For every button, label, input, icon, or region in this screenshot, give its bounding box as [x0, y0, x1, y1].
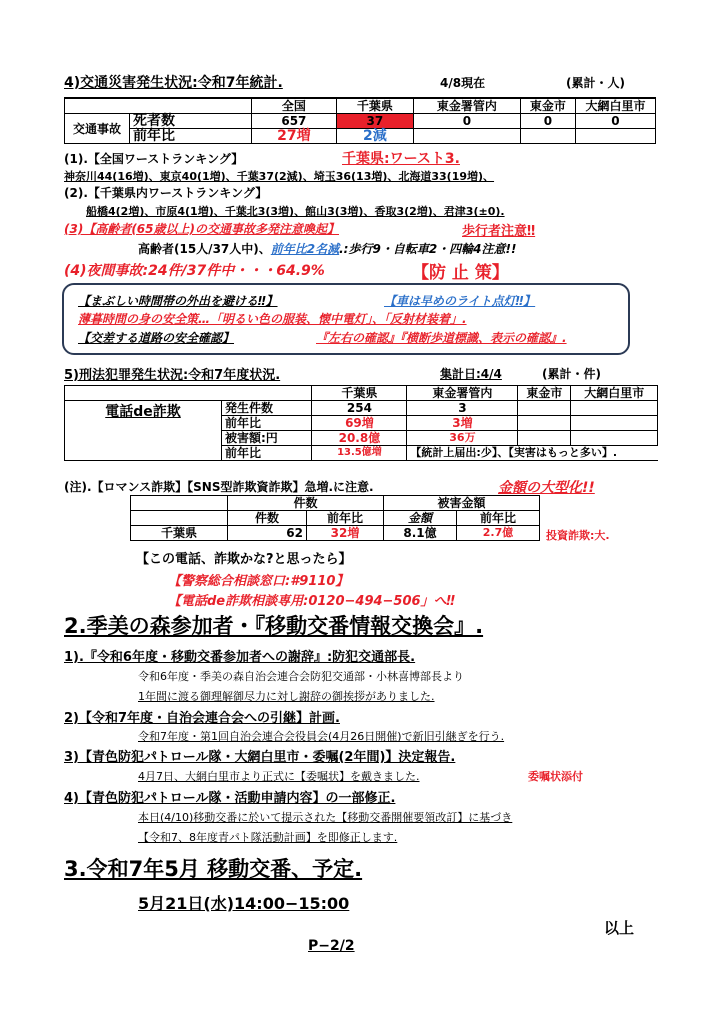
rank1-title: (1).【全国ワーストランキング】	[64, 152, 244, 166]
cell: 0	[520, 114, 575, 129]
elderly-note: 歩行者注意‼	[462, 224, 536, 239]
cell	[571, 431, 658, 446]
cell: 27増	[251, 129, 336, 144]
sub-header: 前年比	[307, 511, 384, 526]
section5-date: 集計日:4/4	[440, 367, 502, 381]
sub-header: 前年比	[457, 511, 540, 526]
crime-name: 電話de詐欺	[65, 401, 222, 461]
col-header: 被害金額	[384, 496, 540, 511]
item1-line1: 令和6年度・季美の森自治会連合会防犯交通部・小林喜博部長より	[138, 670, 464, 683]
item4-line2: 【令和7、8年度青パト隊活動計画】を即修正します.	[138, 831, 398, 844]
col-header: 東金署管内	[407, 386, 518, 401]
cell	[575, 129, 655, 144]
col-header: 大網白里市	[571, 386, 658, 401]
col-header: 東金市	[518, 386, 571, 401]
cell-highlight: 37	[336, 114, 413, 129]
section2-heading: 2.季美の森参加者・『移動交番情報交換会』.	[64, 614, 484, 638]
row-sub-label: 前年比	[130, 129, 252, 144]
cell: 3増	[407, 416, 518, 431]
page-number: P−2/2	[308, 938, 355, 954]
cell	[571, 401, 658, 416]
fraud-table	[130, 495, 540, 541]
item4-title: 4)【青色防犯パトロール隊・活動申請内容】の一部修正.	[64, 791, 396, 806]
col-header: 千葉県	[336, 98, 413, 114]
section4-title: 4)交通災害発生状況:令和7年統計.	[64, 75, 283, 91]
item3-attachment: 委嘱状添付	[528, 770, 583, 783]
fraud-note-red: 金額の大型化!!	[498, 480, 595, 496]
section4-date: 4/8現在	[440, 76, 486, 90]
consult-line2: 【警察総合相談窓口:#9110】	[168, 574, 349, 589]
item1-title: 1).『令和6年度・移動交番参加者への謝辞』:防犯交通部長.	[64, 650, 416, 665]
col-header: 千葉県	[312, 386, 407, 401]
box-line1b: 【車は早めのライト点灯‼】	[384, 294, 536, 308]
item3-line1: 4月7日、大網白里市より正式に【委嘱状】を戴きました.	[138, 770, 420, 783]
col-header: 大網白里市	[575, 98, 655, 114]
item2-title: 2)【令和7年度・自治会連合会への引継】計画.	[64, 711, 340, 726]
elderly-b: 前年比2名減	[270, 242, 340, 256]
rank2-title: (2).【千葉県内ワーストランキング】	[64, 186, 268, 200]
cell	[520, 129, 575, 144]
cell: 13.5億増	[312, 446, 407, 461]
item2-line1: 令和7年度・第1回自治会連合会役員会(4月26日開催)で新旧引継ぎを行う.	[138, 730, 505, 743]
col-header: 全国	[251, 98, 336, 114]
row-label: 被害額:円	[222, 431, 312, 446]
elderly-title: (3)【高齢者(65歳以上)の交通事故多発注意喚起】	[64, 222, 339, 236]
cell: 69増	[312, 416, 407, 431]
section5-unit: (累計・件)	[542, 367, 601, 381]
section5-title: 5)刑法犯罪発生状況:令和7年度状況.	[64, 368, 281, 383]
investment-note: 投資詐欺:大.	[546, 529, 610, 542]
consult-line3: 【電話de詐欺相談専用:0120−494−506」へ‼	[168, 594, 455, 609]
sub-header: 金額	[384, 511, 457, 526]
box-line3b: 『左右の確認』『横断歩道標識、表示の確認』.	[316, 331, 567, 345]
elderly-detail	[138, 240, 516, 257]
box-line1a: 【まぶしい時間帯の外出を避ける‼】	[78, 294, 278, 308]
cell: 20.8億	[312, 431, 407, 446]
rank1-note: 千葉県:ワースト3.	[342, 151, 460, 167]
cell: 62	[228, 526, 307, 541]
cell-note: 【統計上届出:少】、【実害はもっと多い】.	[407, 446, 658, 461]
prevent-heading: 【防 止 策】	[412, 263, 509, 283]
fraud-note: (注).【ロマンス詐欺】【SNS型詐欺資詐欺】急増.に注意.	[64, 480, 374, 494]
row-label: 前年比	[222, 446, 312, 461]
elderly-a: 高齢者(15人/37人中)、	[138, 242, 271, 256]
row-label: 千葉県	[131, 526, 228, 541]
closing: 以上	[604, 919, 635, 937]
cell: 32増	[307, 526, 384, 541]
sub-header: 件数	[228, 511, 307, 526]
consult-line1: 【この電話、詐欺かな?と思ったら】	[136, 552, 352, 567]
col-header: 東金署管内	[413, 98, 520, 114]
cell: 0	[575, 114, 655, 129]
elderly-c: .:歩行9・自転車2・四輪4注意!!	[339, 242, 517, 256]
cell: 3	[407, 401, 518, 416]
item4-line1: 本日(4/10)移動交番に於いて提示された【移動交番開催要領改訂】に基づき	[138, 811, 513, 824]
cell: 254	[312, 401, 407, 416]
cell: 36万	[407, 431, 518, 446]
cell: 657	[251, 114, 336, 129]
section4-unit: (累計・人)	[566, 76, 625, 90]
rank2-list: 船橋4(2増)、市原4(1増)、千葉北3(3増)、館山3(3増)、香取3(2増)、君津3(±0).	[86, 205, 505, 218]
crime-table	[64, 385, 658, 461]
rank1-list: 神奈川44(16増)、東京40(1増)、千葉37(2減)、埼玉36(13増)、北海道33(19増)、	[64, 170, 495, 183]
item1-line2: 1年間に渡る御理解御尽力に対し謝辞の御挨拶がありました.	[138, 690, 435, 703]
cell	[413, 129, 520, 144]
section3-datetime: 5月21日(水)14:00−15:00	[138, 894, 350, 913]
cell: 8.1億	[384, 526, 457, 541]
col-header: 東金市	[520, 98, 575, 114]
cell: 2減	[336, 129, 413, 144]
night-accidents: (4)夜間事故:24件/37件中・・・64.9%	[64, 263, 325, 279]
row-sub-label: 死者数	[130, 114, 252, 129]
cell	[518, 401, 571, 416]
item3-title: 3)【青色防犯パトロール隊・大網白里市・委嘱(2年間)】決定報告.	[64, 750, 456, 765]
cell	[571, 416, 658, 431]
cell	[518, 416, 571, 431]
cell	[518, 431, 571, 446]
col-header: 件数	[228, 496, 384, 511]
cell: 2.7億	[457, 526, 540, 541]
section3-heading: 3.令和7年5月 移動交番、予定.	[64, 857, 363, 881]
row-label: 前年比	[222, 416, 312, 431]
box-line2: 薄暮時間の身の安全策…「明るい色の服装、懐中電灯」、「反射材装着」.	[78, 312, 467, 326]
box-line3a: 【交差する道路の安全確認】	[78, 331, 235, 345]
row-label: 発生件数	[222, 401, 312, 416]
traffic-table	[64, 97, 656, 144]
cell: 0	[413, 114, 520, 129]
row-label: 交通事故	[65, 114, 130, 144]
